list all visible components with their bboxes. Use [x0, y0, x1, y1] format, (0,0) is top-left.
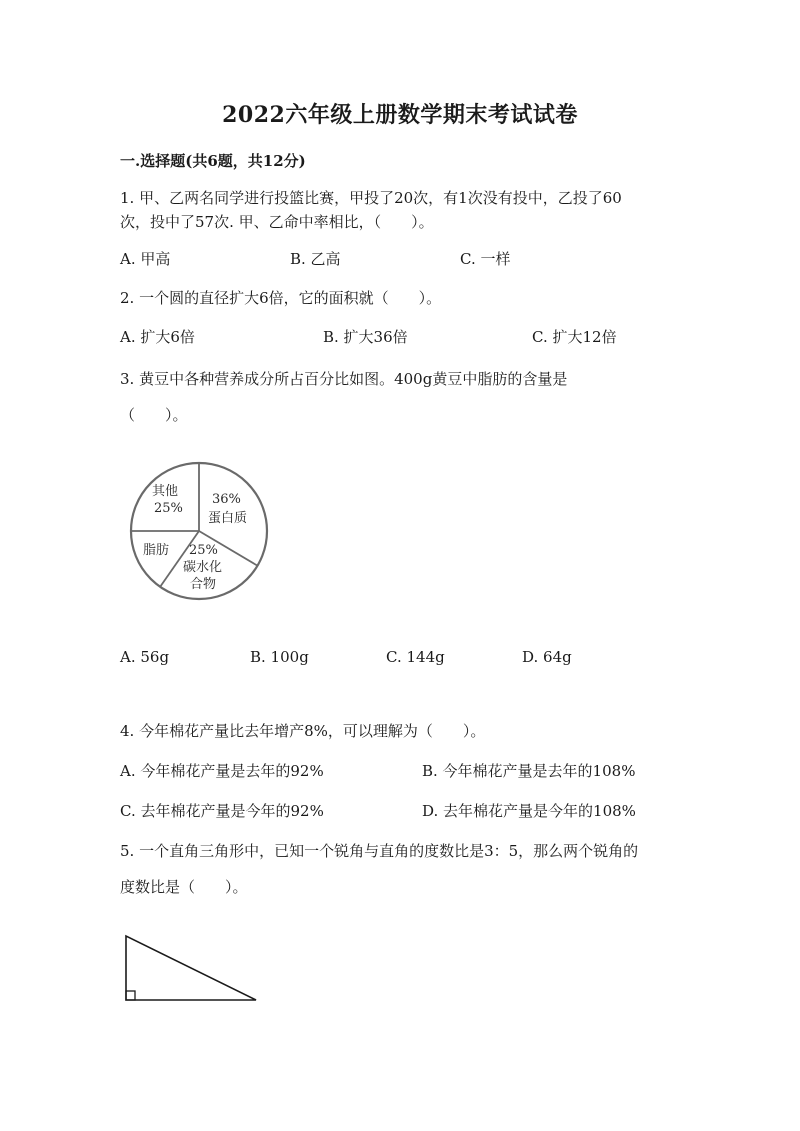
- question-4-option-d: D. 去年棉花产量是今年的108%: [422, 802, 636, 820]
- question-4-option-a: A. 今年棉花产量是去年的92%: [120, 762, 324, 780]
- question-2-option-a: A. 扩大6倍: [120, 328, 195, 346]
- right-triangle-figure: [118, 930, 264, 1006]
- pie-label-protein-name: 蛋白质: [208, 511, 248, 526]
- question-3-line-1: 3. 黄豆中各种营养成分所占百分比如图。400g黄豆中脂肪的含量是: [120, 370, 568, 388]
- question-1-line-2: 次，投中了57次. 甲、乙命中率相比，（ ）。: [120, 213, 434, 231]
- pie-label-carb-pct: 25%: [189, 543, 218, 558]
- question-3-line-2: （ ）。: [120, 406, 188, 424]
- question-4-line-1: 4. 今年棉花产量比去年增产8%，可以理解为（ ）。: [120, 722, 486, 740]
- question-5-line-2: 度数比是（ ）。: [120, 878, 248, 896]
- pie-label-carb-name-2: 合物: [190, 577, 217, 592]
- pie-label-carb-name-1: 碳水化: [183, 560, 223, 575]
- question-3-option-a: A. 56g: [120, 648, 170, 666]
- question-3-option-b: B. 100g: [250, 648, 309, 666]
- question-5-line-1: 5. 一个直角三角形中，已知一个锐角与直角的度数比是3：5，那么两个锐角的: [120, 842, 639, 860]
- page-title: 2022六年级上册数学期末考试试卷: [222, 102, 578, 128]
- question-1-option-a: A. 甲高: [120, 250, 171, 268]
- right-angle-mark: [126, 991, 135, 1000]
- question-4-option-b: B. 今年棉花产量是去年的108%: [422, 762, 636, 780]
- pie-label-other-name: 其他: [152, 484, 179, 499]
- question-1-option-c: C. 一样: [460, 250, 511, 268]
- question-2-option-b: B. 扩大36倍: [323, 328, 408, 346]
- question-4-option-c: C. 去年棉花产量是今年的92%: [120, 802, 324, 820]
- question-3-option-c: C. 144g: [386, 648, 445, 666]
- question-2-option-c: C. 扩大12倍: [532, 328, 617, 346]
- nutrient-pie-figure: [126, 458, 272, 604]
- question-3-option-d: D. 64g: [522, 648, 572, 666]
- pie-label-protein-pct: 36%: [212, 492, 241, 507]
- pie-label-fat-name: 脂肪: [143, 543, 170, 558]
- question-1-option-b: B. 乙高: [290, 250, 341, 268]
- section-heading: 一.选择题(共6题，共12分): [120, 152, 306, 170]
- triangle-outline: [126, 936, 256, 1000]
- pie-label-other-pct: 25%: [154, 501, 183, 516]
- question-2-line-1: 2. 一个圆的直径扩大6倍，它的面积就（ ）。: [120, 289, 442, 307]
- question-1-line-1: 1. 甲、乙两名同学进行投篮比赛，甲投了20次，有1次没有投中，乙投了60: [120, 189, 622, 207]
